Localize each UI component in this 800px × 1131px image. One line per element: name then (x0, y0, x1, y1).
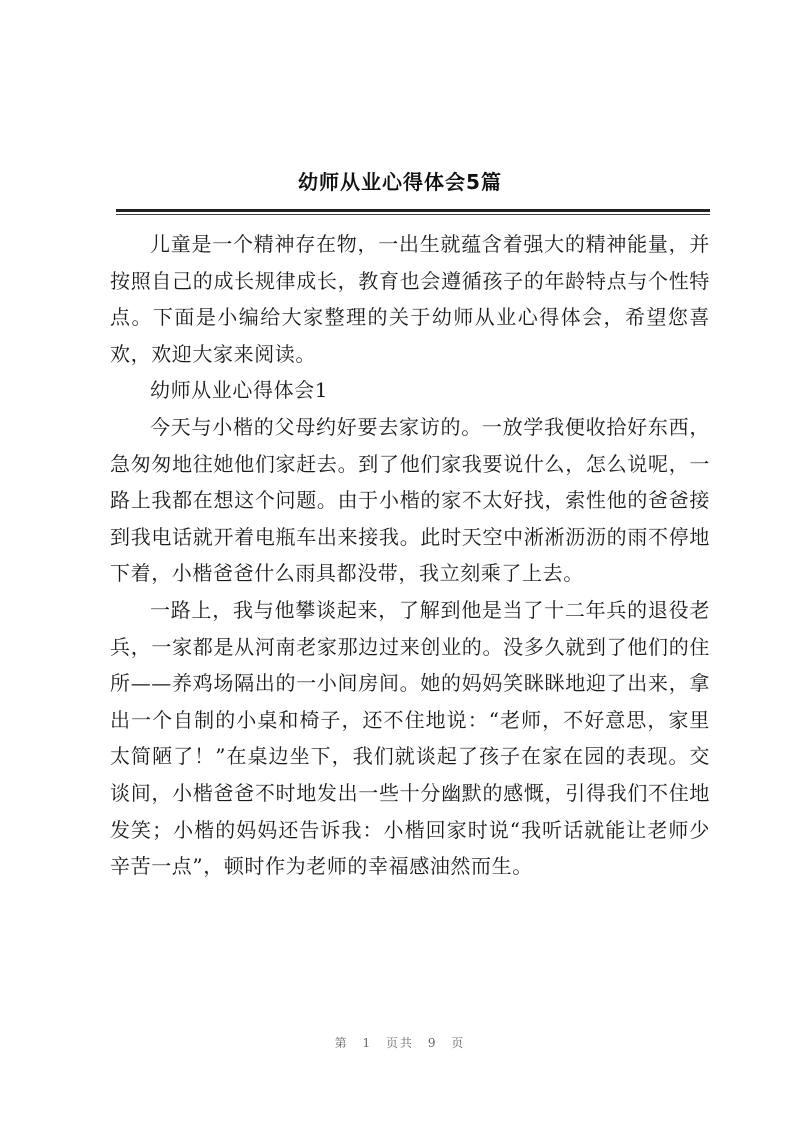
title-rule-thick (116, 209, 710, 212)
footer-total-pages: 9 (427, 1036, 438, 1050)
section-heading: 幼师从业心得体会1 (150, 378, 329, 403)
footer-page-number: 1 (362, 1036, 373, 1050)
page-footer (0, 1034, 800, 1051)
footer-middle: 页共 (385, 1036, 414, 1050)
title-rule-thin (116, 214, 710, 215)
body-paragraph: 一路上，我与他攀谈起来，了解到他是当了十二年兵的退役老兵，一家都是从河南老家那边过来创业的。没多久就到了他们的住所——养鸡场隔出的一小间房间。她的妈妈笑眯眯地迎了出来，拿出一个自制的小桌和椅子，还不住地说：“老师，不好意思，家里太简陋了！”在桌边坐下，我们就谈起了孩子在家在园的表现。交谈间，小楷爸爸不时地发出一些十分幽默的感慨，引得我们不住地发笑；小楷的妈妈还告诉我：小楷回家时说“我听话就能让老师少辛苦一点”，顿时作为老师的幸福感油然而生。 (110, 597, 710, 879)
footer-prefix: 第 (334, 1036, 349, 1050)
intro-paragraph: 儿童是一个精神存在物，一出生就蕴含着强大的精神能量，并按照自己的成长规律成长，教育也会遵循孩子的年龄特点与个性特点。下面是小编给大家整理的关于幼师从业心得体会，希望您喜欢，欢迎大家来阅读。 (110, 232, 710, 366)
footer-suffix: 页 (451, 1036, 466, 1050)
document-title: 幼师从业心得体会5篇 (298, 170, 502, 194)
document-body (110, 226, 710, 885)
body-paragraph: 今天与小楷的父母约好要去家访的。一放学我便收拾好东西，急匆匆地往她他们家赶去。到了他们家我要说什么，怎么说呢，一路上我都在想这个问题。由于小楷的家不太好找，索性他的爸爸接到我电话就开着电瓶车出来接我。此时天空中淅淅沥沥的雨不停地下着，小楷爸爸什么雨具都没带，我立刻乘了上去。 (110, 414, 710, 586)
